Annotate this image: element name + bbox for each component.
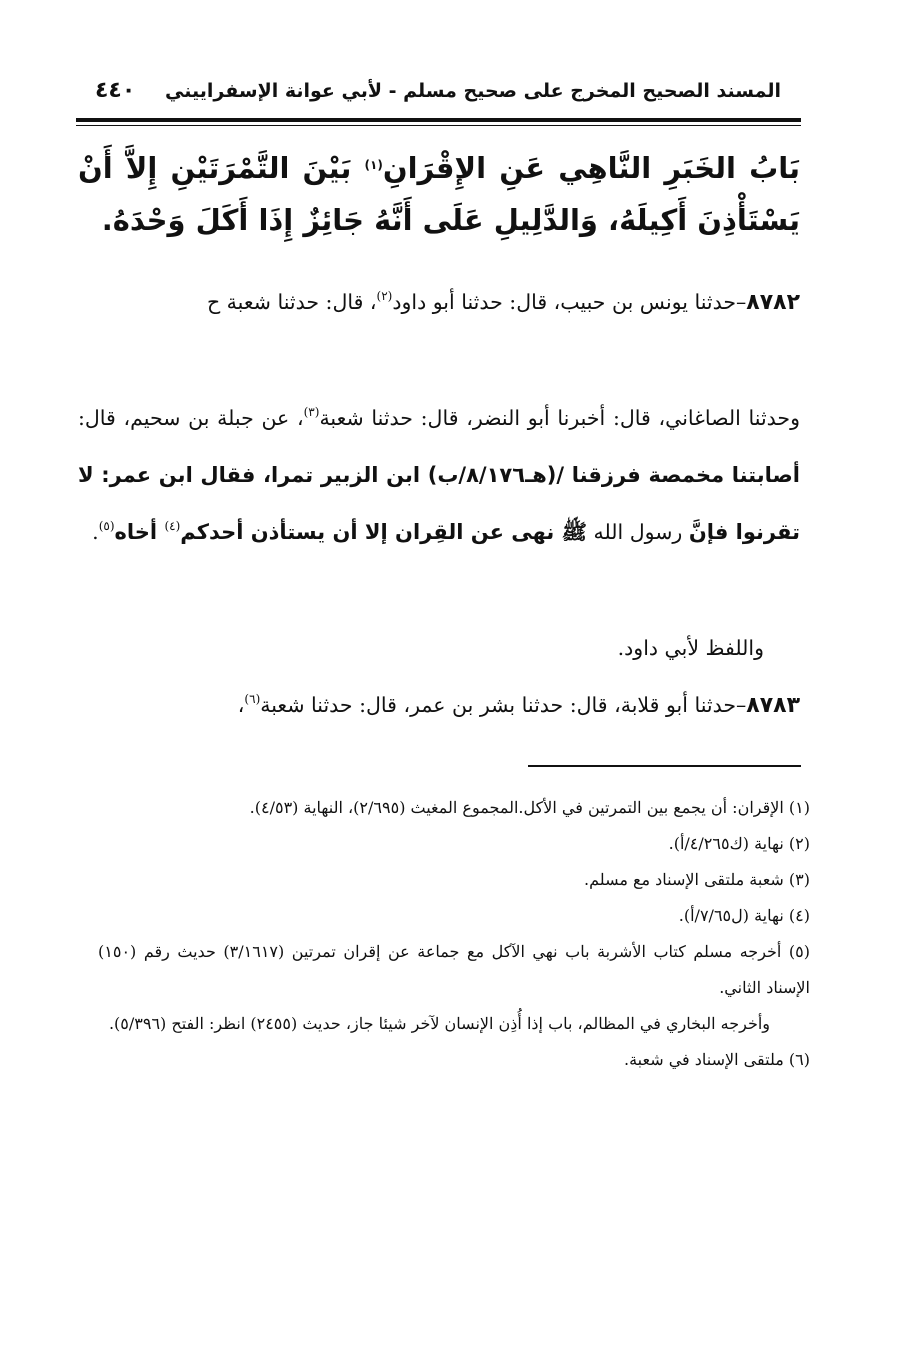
hadith-matn-cont: ﷺ نهى عن القِران إلا أن يستأذن أحدكم <box>180 520 587 544</box>
chain-text: وحدثنا الصاغاني، قال: أخبرنا أبو النضر، قال: حدثنا شعبة <box>319 406 800 430</box>
footnote-1 <box>98 790 810 826</box>
header-rule-thin <box>76 125 801 126</box>
hadith-text-cont: ، <box>237 693 245 717</box>
footnote-ref-1: (١) <box>364 158 383 172</box>
footnote-number: (٣) <box>788 870 810 889</box>
footnote-3 <box>98 862 810 898</box>
chapter-title <box>78 142 800 246</box>
hadith-text-cont: ، قال: حدثنا شعبة ح <box>206 290 377 314</box>
footnote-ref-3: (٣) <box>303 405 320 419</box>
hadith-number: ٨٧٨٢ <box>746 290 800 315</box>
footnote-2 <box>98 826 810 862</box>
hadith-number: ٨٧٨٣ <box>746 693 800 718</box>
page-number: ٤٤٠ <box>95 78 136 103</box>
footnote-4 <box>98 898 810 934</box>
footnote-ref-2: (٢) <box>376 289 393 303</box>
footnote-number: (١) <box>788 798 810 817</box>
hadith-matn-end: أخاه <box>114 520 165 544</box>
footnote-ref-5: (٥) <box>98 519 115 533</box>
footnote-number: (٦) <box>788 1050 810 1069</box>
footnote-text: أخرجه مسلم كتاب الأشربة باب نهي الآكل مع جماعة عن إقران تمرتين (٣/١٦١٧) حديث رقم (١٥٠) الإسناد الثاني. <box>98 942 810 997</box>
footnote-separator <box>528 765 801 767</box>
lafz-note: واللفظ لأبي داود. <box>617 636 764 660</box>
hadith-text: –حدثنا أبو قلابة، قال: حدثنا بشر بن عمر، قال: حدثنا شعبة <box>260 693 747 717</box>
running-title: المسند الصحيح المخرج على صحيح مسلم - لأبي عوانة الإسفراييني <box>165 80 781 102</box>
footnote-5-extra: وأخرجه البخاري في المظالم، باب إذا أُذِن الإنسان لآخر شيئا جاز، حديث (٢٤٥٥) انظر: الفتح (٥/٣٩٦). <box>108 1014 770 1033</box>
footnote-number: (٥) <box>788 942 810 961</box>
page-header <box>95 66 795 110</box>
footnote-5 <box>98 934 810 1006</box>
hadith-text: –حدثنا يونس بن حبيب، قال: حدثنا أبو داود <box>392 290 747 314</box>
footnote-text: نهاية (ك٤/٢٦٥/أ). <box>668 834 784 853</box>
chapter-title-part1: بَابُ الخَبَرِ النَّاهِي عَنِ الإِقْرَانِ <box>382 151 800 185</box>
footnote-ref-4: (٤) <box>164 519 181 533</box>
chapter-title-part2: بَيْنَ التَّمْرَتَيْنِ إِلاَّ أَنْ يَسْتَأْذِنَ أَكِيلَهُ، وَالدَّلِيلِ عَلَى أَنَّهُ جَائِزٌ إِذَا أَكَلَ وَحْدَهُ. <box>78 151 800 237</box>
footnote-text: الإقران: أن يجمع بين التمرتين في الأكل.المجموع المغيث (٢/٦٩٥)، النهاية (٤/٥٣). <box>249 798 784 817</box>
chain-text-cont: ، عن جبلة بن سحيم، قال: <box>78 406 304 430</box>
footnote-text: ملتقى الإسناد في شعبة. <box>624 1050 784 1069</box>
footnote-text: نهاية (ل٧/٦٥/أ). <box>678 906 784 925</box>
hadith-chain-2 <box>78 390 800 561</box>
hadith-8783 <box>78 677 800 734</box>
footnote-number: (٤) <box>788 906 810 925</box>
footnote-text: شعبة ملتقى الإسناد مع مسلم. <box>584 870 784 889</box>
footnote-number: (٢) <box>788 834 810 853</box>
matn-period: . <box>92 520 99 544</box>
footnotes <box>98 790 810 1078</box>
hadith-matn: أصابتنا مخمصة فرزقنا /(هـ٨/١٧٦/ب) ابن الزبير تمرا، فقال ابن عمر: لا تقرنوا فإنَّ <box>78 463 801 544</box>
matn-plain: رسول الله <box>586 520 689 544</box>
footnote-6 <box>98 1042 810 1078</box>
footnote-ref-6: (٦) <box>244 692 261 706</box>
header-rule-thick <box>76 118 801 122</box>
hadith-8782 <box>78 274 800 331</box>
